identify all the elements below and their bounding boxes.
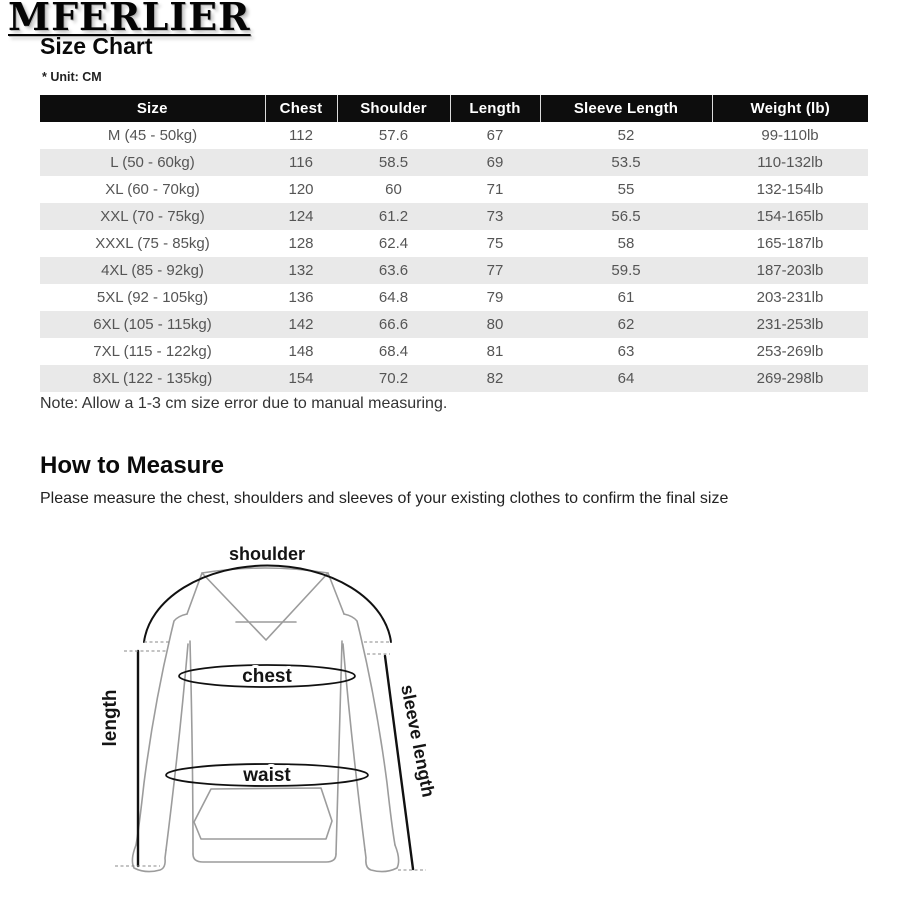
table-cell: XXL (70 - 75kg) xyxy=(100,208,205,225)
table-cell: 61.2 xyxy=(378,208,409,225)
table-cell: 6XL (105 - 115kg) xyxy=(93,316,212,333)
table-cell: 66.6 xyxy=(378,316,409,333)
measurement-lines xyxy=(138,566,413,869)
table-cell: 52 xyxy=(617,127,635,144)
table-cell: 64.8 xyxy=(378,289,409,306)
table-cell: 269-298lb xyxy=(756,370,824,387)
table-cell: M (45 - 50kg) xyxy=(107,127,198,144)
table-cell: 53.5 xyxy=(611,154,641,171)
table-cell: 120 xyxy=(288,181,314,198)
table-cell: 142 xyxy=(288,316,314,333)
size-table xyxy=(40,95,868,392)
table-cell: XXXL (75 - 85kg) xyxy=(95,235,210,252)
table-cell: 69 xyxy=(486,154,504,171)
table-row xyxy=(40,365,868,392)
table-cell: L (50 - 60kg) xyxy=(110,154,195,171)
table-cell: 203-231lb xyxy=(756,289,824,306)
table-row xyxy=(40,230,868,257)
column-header-shoulder: Shoulder xyxy=(337,95,450,122)
table-cell: 253-269lb xyxy=(756,343,824,360)
table-cell: 128 xyxy=(288,235,314,252)
table-row xyxy=(40,149,868,176)
label-sleeve-length: sleeve length xyxy=(397,682,439,799)
table-cell: 81 xyxy=(486,343,504,360)
table-cell: 60 xyxy=(385,181,402,198)
table-cell: 59.5 xyxy=(611,262,641,279)
table-cell: 73 xyxy=(486,208,504,225)
column-header-chest: Chest xyxy=(265,95,337,122)
table-cell: 57.6 xyxy=(378,127,409,144)
table-cell: 63 xyxy=(617,343,635,360)
table-cell: 154 xyxy=(288,370,314,387)
table-cell: 62 xyxy=(617,316,635,333)
table-cell: 5XL (92 - 105kg) xyxy=(96,289,209,306)
table-cell: 99-110lb xyxy=(761,127,819,144)
size-table-header xyxy=(40,95,868,122)
table-cell: 71 xyxy=(486,181,504,198)
hoodie-measure-diagram xyxy=(80,528,480,900)
table-cell: 67 xyxy=(486,127,504,144)
table-row xyxy=(40,311,868,338)
table-cell: 8XL (122 - 135kg) xyxy=(92,370,213,387)
table-cell: 63.6 xyxy=(378,262,409,279)
label-waist: waist xyxy=(243,765,291,786)
table-cell: 165-187lb xyxy=(756,235,824,252)
column-header-size: Size xyxy=(40,95,265,122)
table-cell: 124 xyxy=(288,208,314,225)
size-chart-title: Size Chart xyxy=(40,33,153,59)
table-cell: 154-165lb xyxy=(756,208,824,225)
column-header-weight-lb: Weight (lb) xyxy=(712,95,868,122)
how-to-measure-description: Please measure the chest, shoulders and sleeves of your existing clothes to confirm the final size xyxy=(40,490,729,507)
table-cell: 112 xyxy=(289,127,313,144)
label-chest: chest xyxy=(242,666,292,687)
table-cell: 132-154lb xyxy=(756,181,824,198)
table-row xyxy=(40,176,868,203)
column-header-length: Length xyxy=(450,95,540,122)
shoulder-arc xyxy=(144,566,391,642)
table-cell: 61 xyxy=(617,289,635,306)
table-cell: 58.5 xyxy=(378,154,409,171)
brand-logo: MFERLIER xyxy=(8,0,251,39)
how-to-measure-title: How to Measure xyxy=(40,452,225,479)
label-shoulder: shoulder xyxy=(228,544,306,564)
table-cell: 55 xyxy=(617,181,635,198)
table-cell: 64 xyxy=(617,370,635,387)
measuring-error-note: Note: Allow a 1-3 cm size error due to manual measuring. xyxy=(40,395,448,412)
table-cell: 132 xyxy=(288,262,314,279)
table-cell: 148 xyxy=(288,343,314,360)
table-row xyxy=(40,284,868,311)
table-cell: 80 xyxy=(486,316,504,333)
size-table-body xyxy=(40,122,868,392)
table-cell: 77 xyxy=(486,262,504,279)
table-cell: 70.2 xyxy=(378,370,409,387)
table-cell: 58 xyxy=(617,235,635,252)
table-row xyxy=(40,338,868,365)
table-cell: 68.4 xyxy=(378,343,409,360)
table-cell: 79 xyxy=(486,289,504,306)
hoodie-outline-icon xyxy=(132,568,398,872)
table-row xyxy=(40,257,868,284)
table-cell: 7XL (115 - 122kg) xyxy=(93,343,212,360)
table-cell: 116 xyxy=(289,154,313,171)
unit-note: * Unit: CM xyxy=(42,70,102,84)
table-cell: 136 xyxy=(288,289,314,306)
table-row xyxy=(40,122,868,149)
table-cell: 110-132lb xyxy=(757,154,823,171)
table-row xyxy=(40,203,868,230)
label-length: length xyxy=(100,689,121,747)
table-cell: 62.4 xyxy=(378,235,409,252)
table-cell: 75 xyxy=(486,235,504,252)
table-cell: 4XL (85 - 92kg) xyxy=(101,262,204,279)
table-cell: 231-253lb xyxy=(756,316,824,333)
table-cell: 187-203lb xyxy=(756,262,824,279)
table-cell: XL (60 - 70kg) xyxy=(105,181,200,198)
table-cell: 56.5 xyxy=(611,208,641,225)
column-header-sleeve-length: Sleeve Length xyxy=(540,95,712,122)
table-cell: 82 xyxy=(486,370,504,387)
